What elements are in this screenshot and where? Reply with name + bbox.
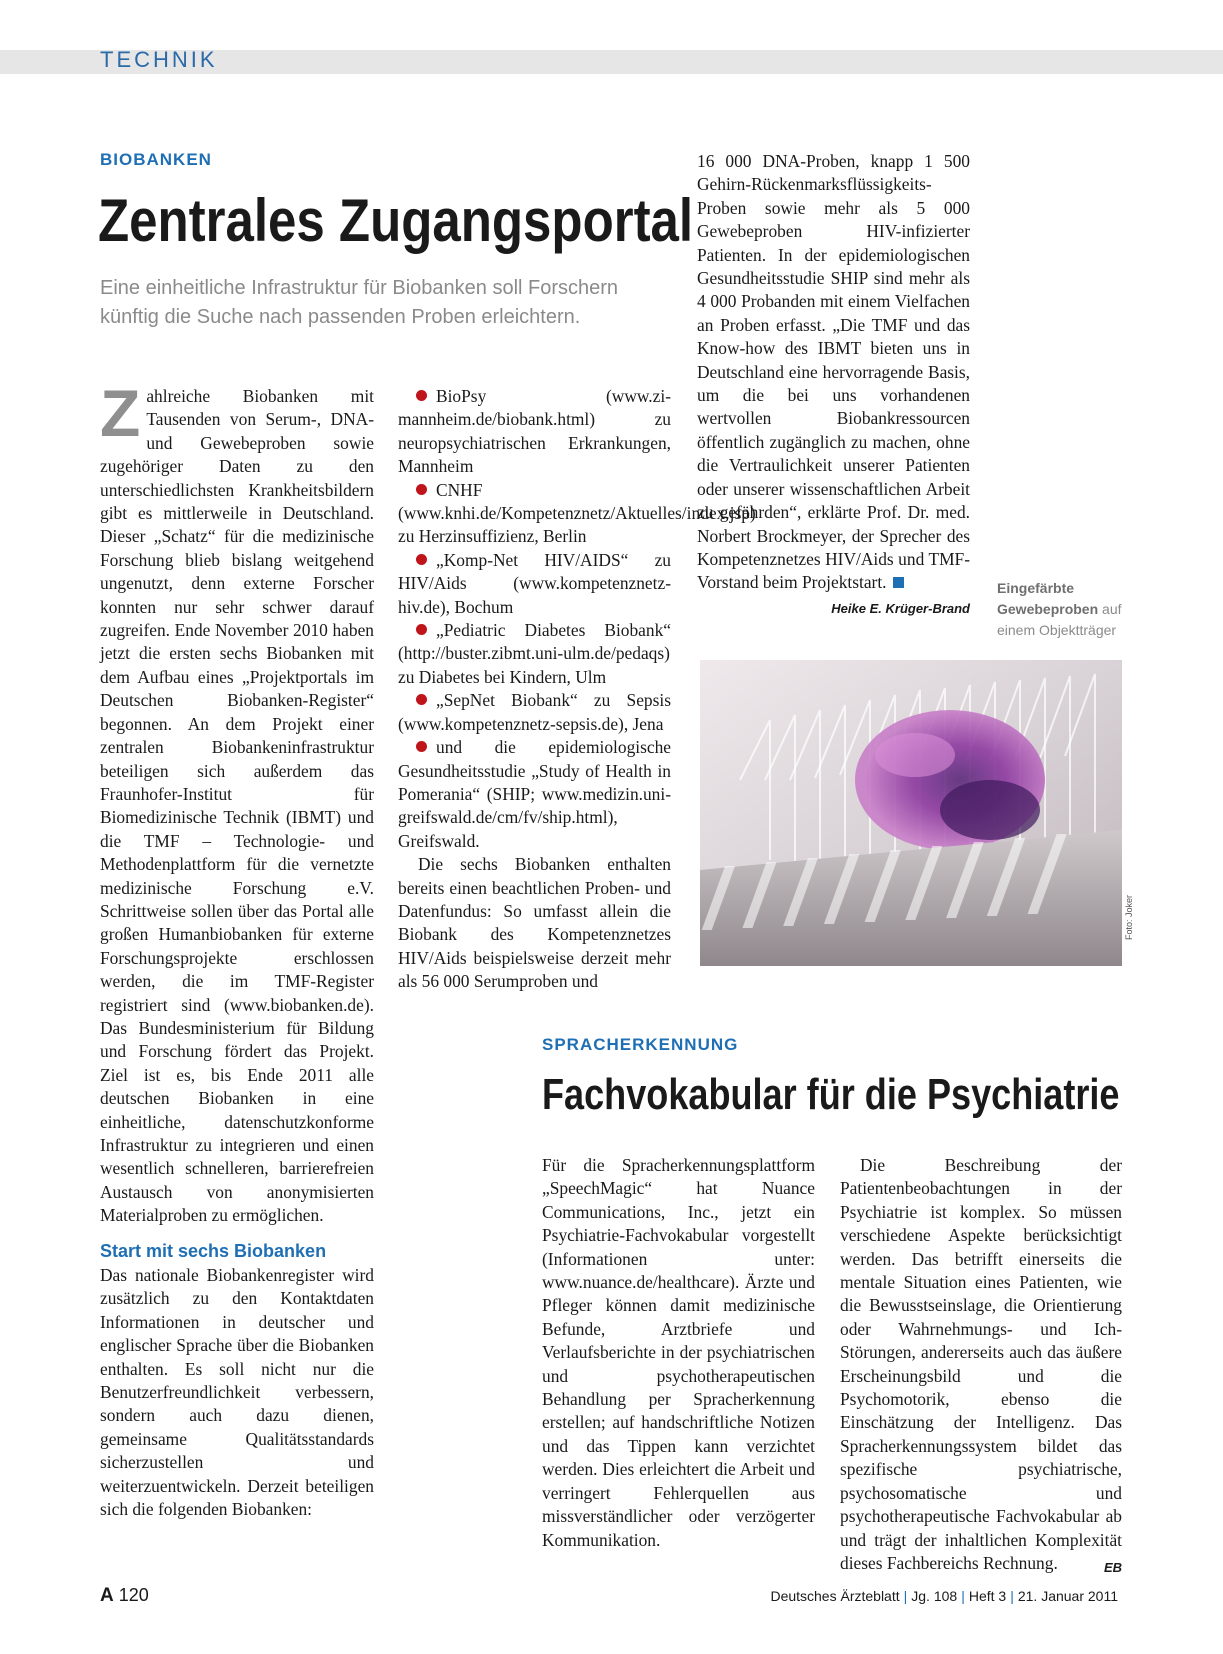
list-item: „Komp-Net HIV/AIDS“ zu HIV/Aids (www.kompetenznetz-hiv.de), Bochum [398,549,671,617]
article1-column-2 [398,385,756,994]
list-item: CNHF (www.knhi.de/Kompetenznetz/Aktuelles/index.jsp) zu Herzinsuffizienz, Berlin [398,479,756,547]
page-number: A 120 [100,1585,149,1606]
bullet-icon [416,741,427,752]
journal-name: Deutsches Ärzteblatt [770,1588,900,1604]
section-label: TECHNIK [100,47,218,72]
article1-author: Heike E. Krüger-Brand [831,600,970,616]
list-item: „Pediatric Diabetes Biobank“ (http://buster.zibmt.uni-ulm.de/pedaqs) zu Diabetes bei Kindern, Ulm [398,620,671,687]
article2-column-1 [542,1154,815,1552]
bullet-icon [416,390,427,401]
list-item: und die epidemiologische Gesundheitsstudie „Study of Health in Pomerania“ (SHIP; www.medizin.uni-greifswald.de/cm/fv/ship.html), Greifswald. [398,737,671,851]
bullet-icon [416,694,427,705]
article1-column-1 [100,376,374,1522]
article2-para1: Für die Spracherkennungsplattform „SpeechMagic“ hat Nuance Communications, Inc., jetzt ein Psychiatrie-Fachvokabular vorgestellt (Informationen unter: www.nuance.de/healthcare). Ärzte und Pfleger können damit medizinische Befunde, Arztbriefe und Verlaufsberichte in der psychiatrischen und psychotherapeutischen Behandlung per Spracherkennung erstellen; auf handschriftliche Notizen und das Tippen kann verzichtet werden. Dies erleichtert die Arbeit und verringert Fehlerquellen aus missverständlicher oder verzögerter Kommunikation. [542,1155,815,1550]
bullet-icon [416,624,427,635]
article2-author: EB [1103,1559,1122,1575]
article2-para2: Die Beschreibung der Patientenbeobachtungen in der Psychiatrie ist komplex. So müssen verschiedene Aspekte berücksichtigt werden. Das betrifft einerseits die mentale Situation eines Patienten, wie die Bewusstseinslage, die Orientierung oder Wahrnehmungs- und Ich-Störungen, andererseits auch das äußere Erscheinungsbild und die Psychomotorik, ebenso die Einschätzung der Intelligenz. Das Spracherkennungssystem bildet das spezifische psychiatrische, psychosomatische und psychotherapeutische Fachvokabular ab und trägt der inhaltlichen Komplexität dieses Fachbereichs Rechnung. EB [840,1154,1122,1575]
article2-column-2 [840,1154,1122,1579]
figure-caption: Eingefärbte Gewebeproben auf einem Objektträger [997,580,1122,638]
footer-info [770,1588,1118,1604]
article1-kicker: BIOBANKEN [100,150,212,169]
bullet-icon [416,554,427,565]
slides-illustration [700,660,1122,966]
separator: | [903,1588,908,1604]
list-item: BioPsy (www.zi-mannheim.de/biobank.html) zu neuropsychiatrischen Erkrankungen, Mannheim [398,386,671,477]
article1-para4: 16 000 DNA-Proben, knapp 1 500 Gehirn-Rückenmarksflüssigkeits-Proben sowie mehr als 5 000 Gewebeproben HIV-infizierter Patienten. In der epidemiologischen Gesundheitsstudie SHIP sind mehr als 4 000 Probanden mit einem Vielfachen an Proben erfasst. „Die TMF und das Know-how des IBMT bieten uns in Deutschland eine hervorragende Basis, um die bei uns vorhandenen wertvollen Biobankressourcen öffentlich zugänglich zu machen, ohne die Vertraulichkeit unserer Patienten oder unserer wissenschaftlichen Arbeit zu gefährden“, erklärte Prof. Dr. med. Norbert Brockmeyer, der Sprecher des Kompetenznetzes HIV/Aids und TMF-Vorstand beim Projektstart. [697,151,970,593]
issue-date: 21. Januar 2011 [1017,1588,1118,1604]
issue: Heft 3 [968,1588,1007,1604]
article1-para3: Die sechs Biobanken enthalten bereits einen beachtlichen Proben- und Datenfundus: So umfasst allein die Biobank des Kompetenznetzes HIV/Aids beispielsweise derzeit mehr als 56 000 Serumproben und [398,854,671,992]
article1-para2: Das nationale Biobankenregister wird zusätzlich zu den Kontaktdaten Informationen in deutscher und englischer Sprache über die Biobanken enthalten. Es soll nicht nur die Benutzerfreundlichkeit verbessern, sondern auch dazu dienen, gemeinsame Qualitätsstandards sicherzustellen und weiterzuentwickeln. Derzeit beteiligen sich die folgenden Biobanken: [100,1265,374,1520]
article1-para1 [100,376,374,1228]
volume: Jg. 108 [911,1588,958,1604]
article1-subhead: Start mit sechs Biobanken [100,1240,327,1261]
article1-para1-text: ahlreiche Biobanken mit Tausenden von Serum-, DNA- und Gewebeproben sowie zugehöriger Daten zu den unterschiedlichsten Krankheitsbildern gibt es mittlerweile in Deutschland. Dieser „Schatz“ für die medizinische Forschung blieb bislang weitgehend ungenutzt, denn externe Forscher konnten nur sehr schwer darauf zugreifen. Ende November 2010 haben jetzt die ersten sechs Biobanken mit dem Aufbau eines „Projektportals im Deutschen Biobanken-Register“ begonnen. An dem Projekt einer zentralen Biobankeninfrastruktur beteiligen sich außerdem das Fraunhofer-Institut für Biomedizinische Technik (IBMT) und die TMF – Technologie- und Methodenplattform für die vernetzte medizinische Forschung e.V. Schrittweise sollen über das Portal alle großen Humanbiobanken für externe Forschungsprojekte erschlossen werden, die im TMF-Register registriert sind (www.biobanken.de). Das Bundesministerium für Bildung und Forschung fördert das Projekt. Ziel ist es, bis Ende 2011 alle deutschen Biobanken in eine einheitliche, datenschutzkonforme Infrastruktur zu integrieren und einen wesentlich schnelleren, barrierefreien Austausch von anonymisierten Materialproben zu ermöglichen. [100,386,374,1226]
article2-title: Fachvokabular für die Psychiatrie [542,1070,1120,1119]
article1-dek: Eine einheitliche Infrastruktur für Biobanken soll Forschern künftig die Suche nach passenden Proben erleichtern. [100,277,619,328]
list-item: „SepNet Biobank“ zu Sepsis (www.kompetenznetz-sepsis.de), Jena [398,690,671,734]
article1-column-3 [697,150,970,620]
end-mark-icon [893,577,904,588]
article1-title: Zentrales Zugangsportal [98,187,694,254]
photo-credit: Foto: Joker [1124,894,1134,940]
photo-tissue-slides [700,660,1122,966]
article2-kicker: SPRACHERKENNUNG [542,1035,739,1054]
separator: | [1010,1588,1014,1604]
drop-cap: Z [100,376,141,450]
bullet-icon [416,484,427,495]
separator: | [961,1588,965,1604]
